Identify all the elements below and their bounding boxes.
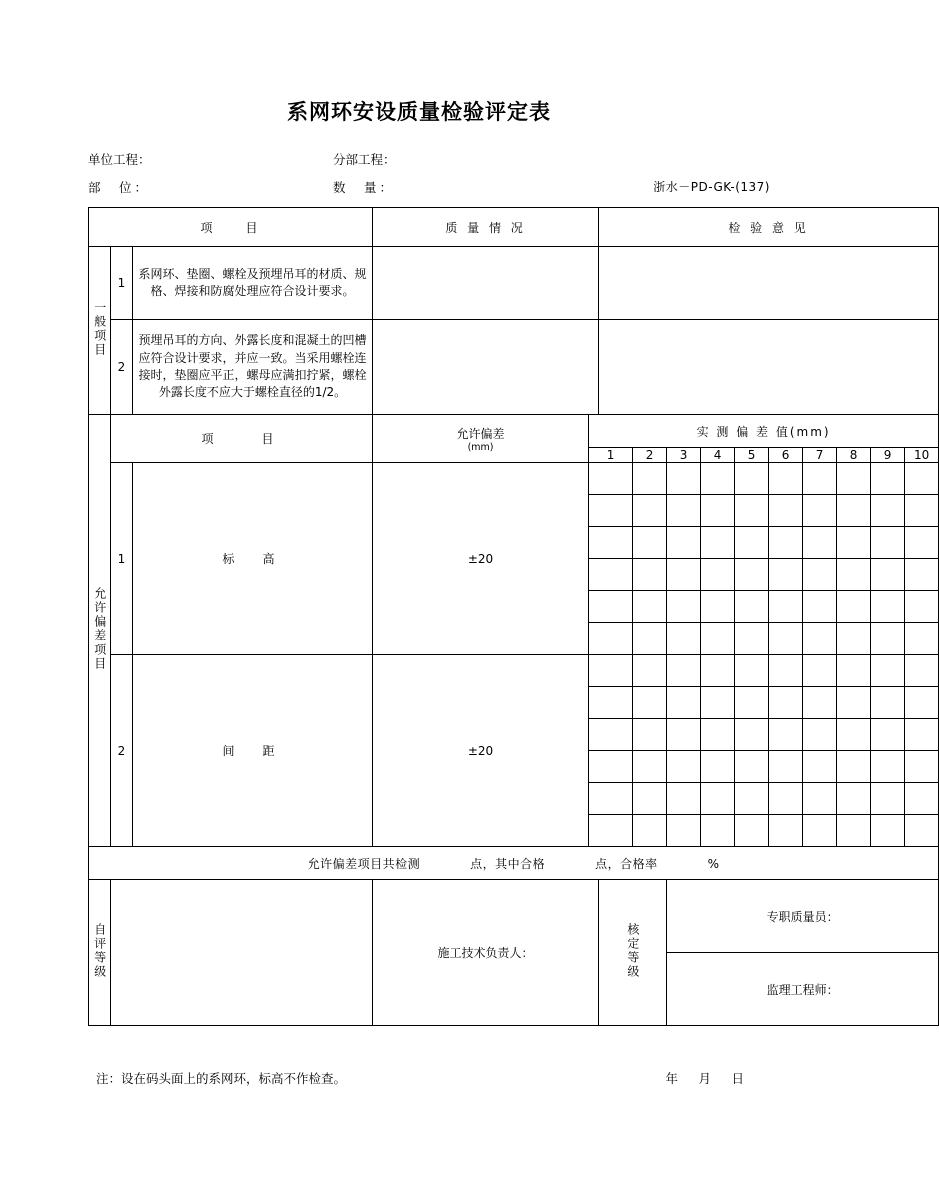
unit-project-label: 单位工程： [88, 152, 151, 167]
cell-m[interactable] [667, 815, 701, 847]
col-header-opinion: 检 验 意 见 [599, 208, 939, 247]
cell-m[interactable] [803, 719, 837, 751]
signature-row-1 [89, 880, 939, 953]
cell-m[interactable] [769, 463, 803, 495]
cell-m[interactable] [803, 687, 837, 719]
deviation-header-row [89, 415, 939, 448]
general-row-1-no: 1 [111, 247, 133, 320]
general-row-2-text: 预埋吊耳的方向、外露长度和混凝土的凹槽应符合设计要求，并应一致。当采用螺栓连接时，垫圈应平正，螺母应满扣拧紧，螺栓外露长度不应大于螺栓直径的1/2。 [133, 320, 373, 415]
general-row-1 [89, 247, 939, 320]
cell-m[interactable] [735, 687, 769, 719]
cell-m[interactable] [871, 815, 905, 847]
quality-officer-field[interactable]: 专职质量员： [667, 880, 939, 953]
cell-m[interactable] [589, 687, 633, 719]
cell-m[interactable] [735, 559, 769, 591]
cell-m[interactable] [837, 719, 871, 751]
cell-m[interactable] [589, 815, 633, 847]
deviation-1-no: 1 [111, 463, 133, 655]
cell-m[interactable] [701, 559, 735, 591]
footer-note: 注：设在码头面上的系网环，标高不作检查。 [96, 1071, 347, 1086]
general-row-1-text: 系网环、垫圈、螺栓及预埋吊耳的材质、规格、焊接和防腐处理应符合设计要求。 [133, 247, 373, 320]
check-rating-label: 核定等级 [599, 880, 667, 1026]
cell-m[interactable] [589, 719, 633, 751]
cell-m[interactable] [803, 495, 837, 527]
cell-m[interactable] [667, 495, 701, 527]
cell-m[interactable] [589, 559, 633, 591]
cell-m[interactable] [837, 527, 871, 559]
general-section-label: 一般项目 [89, 247, 111, 415]
cell-m[interactable] [905, 527, 939, 559]
cell-m[interactable] [769, 559, 803, 591]
cell-m[interactable] [633, 623, 667, 655]
cell-m[interactable] [701, 527, 735, 559]
cell-m[interactable] [701, 495, 735, 527]
footer-date: 年 月 日 [665, 1071, 748, 1086]
cell-m[interactable] [701, 655, 735, 687]
deviation-2-name: 间 距 [133, 655, 373, 847]
cell-m[interactable] [769, 815, 803, 847]
cell-m[interactable] [735, 783, 769, 815]
cell-m[interactable] [905, 463, 939, 495]
cell-m[interactable] [735, 719, 769, 751]
cell-m[interactable] [589, 655, 633, 687]
cell-m[interactable] [905, 623, 939, 655]
cell-m[interactable] [589, 591, 633, 623]
self-rating-label: 自评等级 [89, 880, 111, 1026]
cell-m[interactable] [803, 623, 837, 655]
cell-m[interactable] [735, 751, 769, 783]
general-row-1-quality[interactable] [373, 247, 599, 320]
deviation-2-row-1 [89, 655, 939, 687]
cell-m[interactable] [633, 815, 667, 847]
cell-m[interactable] [667, 591, 701, 623]
cell-m[interactable] [633, 591, 667, 623]
tech-leader-field[interactable]: 施工技术负责人： [373, 880, 599, 1026]
cell-m[interactable] [633, 527, 667, 559]
cell-m[interactable] [905, 751, 939, 783]
cell-m[interactable] [701, 719, 735, 751]
cell-m[interactable] [769, 783, 803, 815]
summary-row [89, 847, 939, 880]
cell-m[interactable] [667, 687, 701, 719]
col-header-quality: 质 量 情 况 [373, 208, 599, 247]
table-header-row [89, 208, 939, 247]
cell-m[interactable] [667, 719, 701, 751]
page-title: 系网环安设质量检验评定表 [287, 100, 551, 124]
cell-m[interactable] [769, 623, 803, 655]
general-row-2 [89, 320, 939, 415]
summary-text: 允许偏差项目共检测 点，其中合格 点，合格率 % [89, 847, 939, 880]
cell-m[interactable] [871, 495, 905, 527]
cell-m[interactable] [837, 495, 871, 527]
general-row-2-no: 2 [111, 320, 133, 415]
cell-m[interactable] [701, 591, 735, 623]
cell-m[interactable] [905, 815, 939, 847]
cell-m[interactable] [633, 751, 667, 783]
cell-m[interactable] [701, 687, 735, 719]
quantity-label: 数 量： [333, 180, 396, 195]
measure-col-10: 10 [905, 448, 939, 463]
allowed-dev-label: 允许偏差 [456, 426, 505, 441]
cell-m[interactable] [735, 463, 769, 495]
cell-m[interactable] [905, 687, 939, 719]
supervising-engineer-field[interactable]: 监理工程师： [667, 953, 939, 1026]
position-label: 部 位： [88, 180, 151, 195]
cell-m[interactable] [769, 751, 803, 783]
measure-col-1: 1 [589, 448, 633, 463]
cell-m[interactable] [589, 783, 633, 815]
deviation-1-name: 标 高 [133, 463, 373, 655]
cell-m[interactable] [871, 783, 905, 815]
cell-m[interactable] [667, 783, 701, 815]
cell-m[interactable] [735, 495, 769, 527]
cell-m[interactable] [735, 623, 769, 655]
cell-m[interactable] [871, 751, 905, 783]
deviation-1-allowed: ±20 [373, 463, 589, 655]
cell-m[interactable] [589, 495, 633, 527]
cell-m[interactable] [837, 783, 871, 815]
cell-m[interactable] [735, 655, 769, 687]
cell-m[interactable] [837, 815, 871, 847]
cell-m[interactable] [837, 463, 871, 495]
self-rating-value[interactable] [111, 880, 373, 1026]
cell-m[interactable] [803, 591, 837, 623]
cell-m[interactable] [667, 751, 701, 783]
cell-m[interactable] [589, 751, 633, 783]
deviation-2-allowed: ±20 [373, 655, 589, 847]
cell-m[interactable] [701, 751, 735, 783]
cell-m[interactable] [871, 527, 905, 559]
cell-m[interactable] [701, 623, 735, 655]
part-project-label: 分部工程： [333, 152, 396, 167]
cell-m[interactable] [905, 559, 939, 591]
cell-m[interactable] [667, 527, 701, 559]
cell-m[interactable] [837, 591, 871, 623]
cell-m[interactable] [905, 591, 939, 623]
cell-m[interactable] [871, 719, 905, 751]
cell-m[interactable] [837, 559, 871, 591]
cell-m[interactable] [701, 463, 735, 495]
deviation-2-no: 2 [111, 655, 133, 847]
deviation-1-row-1 [89, 463, 939, 495]
cell-m[interactable] [633, 783, 667, 815]
deviation-col-item: 项 目 [111, 415, 373, 463]
cell-m[interactable] [871, 623, 905, 655]
cell-m[interactable] [871, 687, 905, 719]
cell-m[interactable] [803, 655, 837, 687]
general-row-2-quality[interactable] [373, 320, 599, 415]
cell-m[interactable] [667, 655, 701, 687]
cell-m[interactable] [667, 623, 701, 655]
deviation-col-allowed [373, 415, 589, 463]
cell-m[interactable] [735, 591, 769, 623]
cell-m[interactable] [633, 719, 667, 751]
cell-m[interactable] [633, 687, 667, 719]
cell-m[interactable] [589, 463, 633, 495]
cell-m[interactable] [871, 463, 905, 495]
cell-m[interactable] [803, 463, 837, 495]
cell-m[interactable] [589, 527, 633, 559]
measure-col-9: 9 [871, 448, 905, 463]
measure-col-3: 3 [667, 448, 701, 463]
cell-m[interactable] [633, 655, 667, 687]
measure-col-5: 5 [735, 448, 769, 463]
col-header-item: 项 目 [89, 208, 373, 247]
cell-m[interactable] [871, 655, 905, 687]
cell-m[interactable] [769, 527, 803, 559]
cell-m[interactable] [803, 527, 837, 559]
cell-m[interactable] [905, 495, 939, 527]
measured-header: 实 测 偏 差 值(mm) [589, 415, 939, 448]
cell-m[interactable] [871, 591, 905, 623]
cell-m[interactable] [769, 719, 803, 751]
cell-m[interactable] [837, 623, 871, 655]
cell-m[interactable] [769, 655, 803, 687]
cell-m[interactable] [633, 463, 667, 495]
cell-m[interactable] [667, 559, 701, 591]
measure-col-7: 7 [803, 448, 837, 463]
measure-col-2: 2 [633, 448, 667, 463]
cell-m[interactable] [803, 559, 837, 591]
cell-m[interactable] [769, 591, 803, 623]
cell-m[interactable] [735, 527, 769, 559]
cell-m[interactable] [837, 687, 871, 719]
cell-m[interactable] [769, 495, 803, 527]
cell-m[interactable] [837, 655, 871, 687]
cell-m[interactable] [803, 815, 837, 847]
cell-m[interactable] [701, 783, 735, 815]
deviation-section-label: 允许偏差项目 [89, 415, 111, 847]
cell-m[interactable] [589, 623, 633, 655]
cell-m[interactable] [837, 751, 871, 783]
general-row-2-opinion[interactable] [599, 320, 939, 415]
measure-col-4: 4 [701, 448, 735, 463]
measure-col-6: 6 [769, 448, 803, 463]
measure-col-8: 8 [837, 448, 871, 463]
cell-m[interactable] [769, 687, 803, 719]
cell-m[interactable] [701, 815, 735, 847]
form-code: 浙水－PD-GK-(137) [653, 180, 770, 194]
allowed-dev-unit: (mm) [467, 441, 494, 453]
cell-m[interactable] [803, 751, 837, 783]
cell-m[interactable] [735, 815, 769, 847]
cell-m[interactable] [905, 719, 939, 751]
cell-m[interactable] [803, 783, 837, 815]
cell-m[interactable] [871, 559, 905, 591]
cell-m[interactable] [905, 783, 939, 815]
cell-m[interactable] [633, 495, 667, 527]
cell-m[interactable] [905, 655, 939, 687]
cell-m[interactable] [667, 463, 701, 495]
inspection-table [88, 207, 939, 1026]
general-row-1-opinion[interactable] [599, 247, 939, 320]
cell-m[interactable] [633, 559, 667, 591]
